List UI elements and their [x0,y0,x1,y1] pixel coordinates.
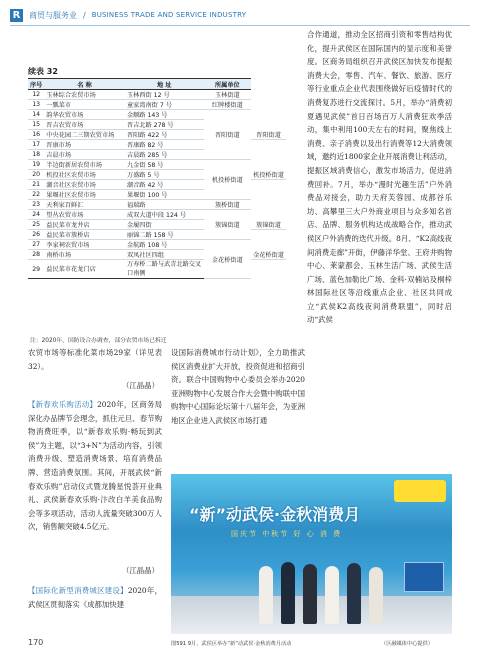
intl-consumer-district-paragraph [28,584,162,611]
author-signature-2: （江晶晶） [122,566,159,575]
cell-unit: 玉林街道 [204,90,251,100]
new-year-shopping-paragraph [28,398,162,534]
cell-no: 28 [28,250,44,260]
cell-no: 19 [28,160,44,170]
cell-addr: 万寿桥二路与武青北路交叉口南侧 [125,260,204,279]
table-row [28,110,286,120]
cell-name: 南桥市场 [44,250,125,260]
cell-name: 潮音社区农贸市场 [44,180,125,190]
cell-no: 25 [28,220,44,230]
cell-addr: 潮音路 42 号 [125,180,204,190]
cell-no: 16 [28,130,44,140]
cell-unit: 晋阳街道 [204,110,251,160]
person-figure [259,566,273,624]
intro-paragraph: 农贸市场等标准化菜市场29家（详见表32）。 [28,348,162,371]
cell-name: 韵华农贸市场 [44,110,125,120]
person-figure [303,564,317,624]
table-row [28,210,286,220]
table-row [28,90,286,100]
cell-addr: 双凤社区四组 [125,250,204,260]
header-separator: / [83,10,86,20]
cell-name: 望丛农贸市场 [44,210,125,220]
cell-addr: 丽锦二路 158 号 [125,230,204,240]
cell-name: 益民菜市花龙门店 [44,260,125,279]
cell-name: 中央花园二三期农贸市场 [44,130,125,140]
cell-unit: 金花桥街道 [251,250,286,260]
col-header-address: 地 址 [125,79,204,90]
cell-addr: 福瑞路 [125,200,204,210]
cell-unit: 簇桥街道 [204,200,251,210]
col-header-unit: 所属单位 [204,79,251,90]
section-heading-new-year: 【新春欢乐购活动】 [28,400,98,409]
middle-column-text: 设国际消费城市行动计划》，全力助推武侯区消费业扩大开放，投资促进和招商引资。联合中国购物中心委员会举办2020亚洲购物中心发展合作大会暨中购联中国购物中心国际论坛第十八届年会，为亚洲地区企业进入武侯区市场打通 [171,348,305,425]
cell-no: 13 [28,100,44,110]
person-figure [325,566,339,624]
cell-no: 27 [28,240,44,250]
caption-credit: （区融媒体中心提供） [381,641,433,647]
cell-addr: 童家湾南街 7 号 [125,100,204,110]
cell-addr: 金顺路 143 号 [125,110,204,120]
person-figure [347,563,361,624]
table-row [28,160,286,170]
cell-no: 21 [28,180,44,190]
cell-no: 26 [28,230,44,240]
cell-unit: 红牌楼街道 [204,100,251,110]
cell-name: 一瓢菜市 [44,100,125,110]
cell-unit: 机投桥街道 [204,160,251,200]
cell-addr: 金航路 108 号 [125,240,204,250]
cell-no: 24 [28,210,44,220]
cell-name: 半边街新居农贸市场 [44,160,125,170]
photo-banner-subtext: 国庆节 中秋节 好 心 消 费 [231,530,343,538]
header-rule [10,25,470,26]
cell-addr: 金履四街 [125,220,204,230]
cell-addr: 晋阳路 422 号 [125,130,204,140]
photo-caption [171,640,433,647]
cell-unit: 机投桥街道 [251,170,286,180]
cell-name: 机投社区农贸市场 [44,170,125,180]
event-photo [171,474,452,634]
author-signature-1: （江晶晶） [122,381,159,390]
cell-addr: 玉林西街 12 号 [125,90,204,100]
cell-name: 晋吉农贸市场 [44,120,125,130]
cell-name: 晋康市场 [44,140,125,150]
table-note: 注：2020年，国防设合办调查，部分农贸市场已拆迁 [30,338,167,344]
cell-addr: 晋吉北路 278 号 [125,120,204,130]
cell-addr: 成双大道中段 124 号 [125,210,204,220]
cell-addr: 九金街 58 号 [125,160,204,170]
cell-name: 吉晨市场 [44,150,125,160]
cell-no: 17 [28,140,44,150]
photo-banner-text: “新”动武侯·金秋消费月 [189,505,361,524]
person-figure [369,567,383,624]
new-year-body: 2020年，区商务局深化办品牌节会理念，抓住元旦、春节购物消费旺季，以“新春欢乐购·畅玩到武侯”为主题，以“3+N”为活动内容，引领消费升级、塑造消费场景、培育消费品牌、营造消费氛围。其间，开展武侯“新春欢乐购”启动仪式暨龙腾星悦荟开业典礼、武侯新春欢乐购·汴改白羊美食品购会等多项活动，活动人流量突破300万人次，销售额突破4.5亿元。 [28,400,162,532]
section-title-cn: 商贸与服务业 [29,10,77,20]
cell-addr: 果堰街 100 号 [125,190,204,200]
cell-unit: 晋阳街道 [251,130,286,140]
cell-addr: 吉晨路 285 号 [125,150,204,160]
cell-no: 29 [28,260,44,279]
cell-addr: 万盛路 5 号 [125,170,204,180]
cell-name: 玉林综合农贸市场 [44,90,125,100]
cell-unit: 金花桥街道 [204,240,251,279]
table-row [28,200,286,210]
section-heading-intl: 【国际化新型消费城区建设】 [28,586,128,595]
market-table [28,78,286,279]
person-figure [281,562,295,624]
section-logo: R [10,9,23,22]
cell-name: 益民菜市簇桥店 [44,230,125,240]
cell-no: 14 [28,110,44,120]
caption-text: 图591 9月，武侯区举办“新”动武侯·金秋消费月活动 [171,641,292,647]
section-title-en: BUSINESS TRADE AND SERVICE INDUSTRY [91,11,247,19]
cell-unit: 簇锦街道 [204,210,251,240]
cell-name: 李家祠农贸市场 [44,240,125,250]
stage-screen [404,562,444,592]
cell-unit: 簇锦街道 [251,220,286,230]
table-title: 续表 32 [28,67,58,76]
cell-no: 23 [28,200,44,210]
cell-no: 12 [28,90,44,100]
table-row [28,100,286,110]
page-number: 170 [28,638,44,647]
col-header-name: 名 称 [44,79,125,90]
right-column-text: 合作通道，推动全区招商引资和零售结构优化，提升武侯区在国际国内的显示度和美誉度。区商务局组织召开武侯区加快发布提振消费大会，零售、汽车、餐饮、旅游、医疗等行业重点企业代表围绕做好后疫情时代的消费复苏进行交流探讨。5月，举办“消费初夏遇见武侯”首日百场百万人消费狂欢季活动，集中利用100天左右的时间，聚焦线上消费、亲子消费以及出行消费等12大消费领域，邀约近1800家企业开展消费让利活动，提振区域消费信心，激发市场活力，促进消费回补。7月，举办“漫时光趣生活”户外消费品对接会，助力天府芙蓉园、成都谷乐坊、高攀里三大户外商业项目与众多知名首店、品牌、服务机构达成战略合作，推动武侯区户外消费的迭代升级。8月、“K2高线夜间消费走廊”开街，伊藤洋华堂、王府井购物中心、莱蒙都会、玉林生活广场、武侯生活广场、蓝色加勒比广场、金科·双楠站及桐梓林国际社区等沿线重点企业、社区共同成立“武侯K2高线夜间消费联盟”，同时启动“武侯 [307,30,452,325]
col-header-no: 序号 [28,79,44,90]
cell-name: 天利家百鲜汇 [44,200,125,210]
cell-addr: 晋康路 82 号 [125,140,204,150]
cell-no: 15 [28,120,44,130]
brand-sign [394,480,446,502]
intl-body: 2020年，武侯区贯彻落实《成都加快建 [28,586,162,609]
cell-no: 18 [28,150,44,160]
table-header-row [28,79,286,90]
table-row [28,240,286,250]
cell-no: 22 [28,190,44,200]
cell-name: 益民菜市龙井店 [44,220,125,230]
cell-no: 20 [28,170,44,180]
cell-name: 果堰社区农贸市场 [44,190,125,200]
